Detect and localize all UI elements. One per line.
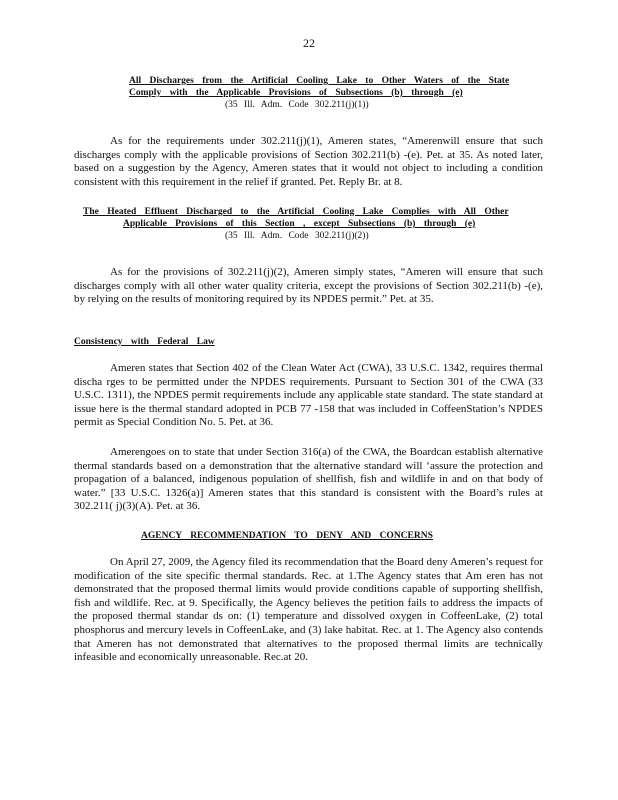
heading-4-text: AGENCY RECOMMENDATION TO DENY AND CONCERNS (141, 531, 433, 541)
heading-1-line-1: All Discharges from the Artificial Cooling Lake to Other Waters of the State (129, 76, 510, 86)
heading-2-line-1: The Heated Effluent Discharged to the Artificial Cooling Lake Complies with All Other (83, 207, 509, 217)
page-number: 22 (303, 36, 315, 50)
heading-2-line-2: Applicable Provisions of this Section , except Subsections (b) through (e) (123, 219, 476, 229)
paragraph-5: On April 27, 2009, the Agency filed its recommendation that the Board deny Ameren’s request for modification of the site specific thermal standards. Rec. at 1.The Agency states that Am eren has not demonstrated that the proposed thermal limits would provide conditions capable of supporting shellfish, fish and wildlife. Rec. at 9. Specifically, the Agency believes the petition fails to address the impacts of the proposed thermal standar ds on: (1) temperature and dissolved oxygen in CoffeenLake, (2) total phosphorus and mercury levels in CoffeenLake, and (3) lake habitat. Rec. at 1. The Agency also contends that Ameren has not demonstrated that alternatives to the proposed thermal limits are technically infeasible and economically unreasonable. Rec.at 20. (74, 556, 543, 664)
paragraph-2: As for the provisions of 302.211(j)(2), Ameren simply states, “Ameren will ensure that such discharges comply with all other water quality criteria, except the provisions of Section 302.211(b) -(e), by relying on the results of monitoring required by its NPDES permit.” Pet. at 35. (74, 266, 543, 306)
heading-3-text: Consistency with Federal Law (74, 337, 215, 347)
heading-1-line-2: Comply with the Applicable Provisions of Subsections (b) through (e) (129, 88, 463, 98)
section-heading-4 (141, 531, 433, 541)
section-heading-3 (74, 337, 215, 347)
heading-1-citation: (35 Ill. Adm. Code 302.211(j)(1)) (225, 100, 369, 110)
section-heading-1 (129, 76, 509, 110)
heading-2-citation: (35 Ill. Adm. Code 302.211(j)(2)) (225, 231, 369, 241)
section-heading-2 (83, 207, 509, 241)
paragraph-1: As for the requirements under 302.211(j)(1), Ameren states, “Amerenwill ensure that such discharges comply with the applicable provisions of Section 302.211(b) -(e). Pet. at 35. As noted later, based on a suggestion by the Agency, Ameren states that it would not object to including a condition consistent with this requirement in the relief if granted. Pet. Reply Br. at 8. (74, 135, 543, 188)
paragraph-4: Amerengoes on to state that under Section 316(a) of the CWA, the Boardcan establish alternative thermal standards based on a demonstration that the alternative standard will ‘assure the protection and propagation of a balanced, indigenous population of shellfish, fish and wildlife in and on that body of water.” [33 U.S.C. 1326(a)] Ameren states that this standard is consistent with the Board’s rules at 302.211( j)(3)(A). Pet. at 36. (74, 446, 543, 513)
paragraph-3: Ameren states that Section 402 of the Clean Water Act (CWA), 33 U.S.C. 1342, requires thermal discha rges to be permitted under the NPDES requirements. Pursuant to Section 301 of the CWA (33 U.S.C. 1311), the NPDES permit requirements include any applicable state standard. The state standard at issue here is the thermal standard adopted in PCB 77 -158 that was included in CoffeenStation’s NPDES permit as Special Condition No. 5. Pet. at 36. (74, 362, 543, 429)
